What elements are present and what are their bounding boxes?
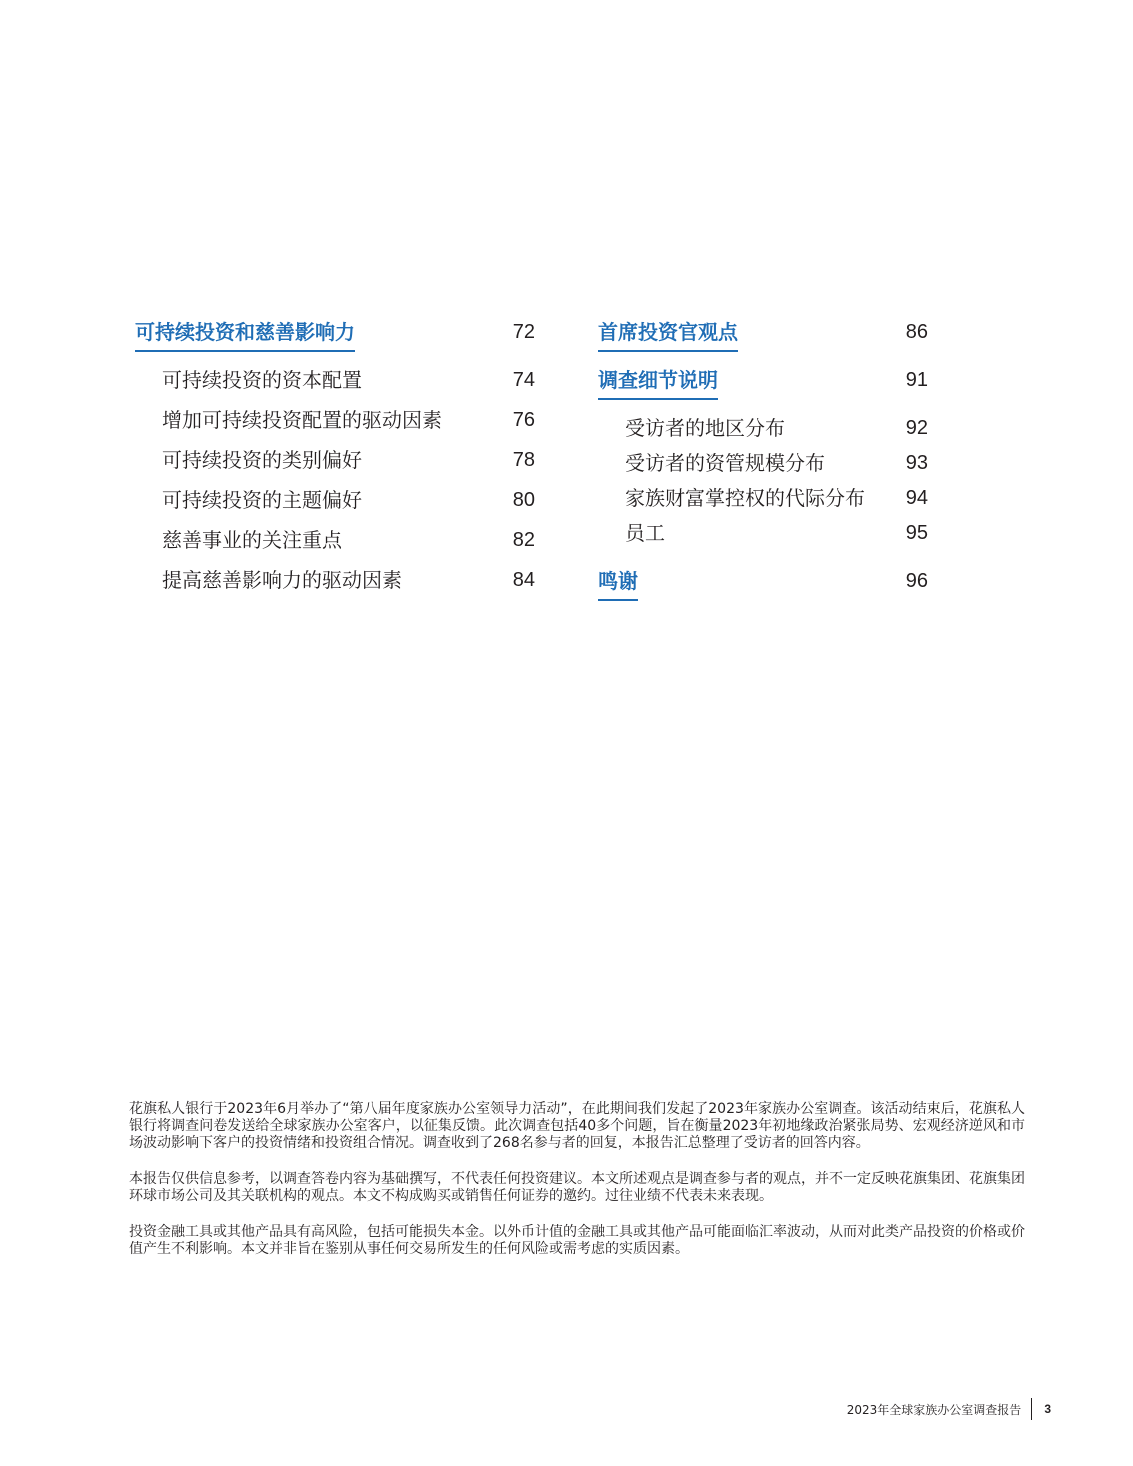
toc-item-allocation-drivers[interactable] bbox=[135, 406, 535, 446]
toc-item-label: 可持续投资的类别偏好 bbox=[162, 448, 362, 472]
footer-report-title: 2023年全球家族办公室调查报告 bbox=[846, 1402, 1022, 1417]
toc-item-aum-distribution[interactable] bbox=[598, 449, 928, 484]
toc-page-number: 94 bbox=[905, 487, 928, 509]
toc-page-number: 74 bbox=[512, 369, 535, 391]
disclaimer-paragraph-risk: 投资金融工具或其他产品具有高风险，包括可能损失本金。以外币计值的金融工具或其他产品可能面临汇率波动，从而对此类产品投资的价格或价值产生不利影响。本文并非旨在鉴别从事任何交易所发生的任何风险或需考虑的实质因素。 bbox=[129, 1224, 1025, 1257]
toc-item-label: 家族财富掌控权的代际分布 bbox=[625, 486, 865, 510]
toc-item-label: 慈善事业的关注重点 bbox=[162, 528, 342, 552]
toc-page-number: 92 bbox=[905, 417, 928, 439]
page-footer bbox=[847, 1398, 1051, 1420]
toc-item-label: 提高慈善影响力的驱动因素 bbox=[162, 568, 402, 592]
toc-page-number: 78 bbox=[512, 449, 535, 471]
toc-item-category-preferences[interactable] bbox=[135, 446, 535, 486]
toc-section-label: 调查细节说明 bbox=[598, 366, 718, 400]
toc-section-cio-perspective[interactable] bbox=[598, 318, 928, 366]
footer-page-number: 3 bbox=[1044, 1402, 1051, 1416]
toc-item-regional-distribution[interactable] bbox=[598, 414, 928, 449]
toc-page-number: 86 bbox=[905, 321, 928, 343]
toc-section-survey-details[interactable] bbox=[598, 366, 928, 414]
toc-item-employees[interactable] bbox=[598, 519, 928, 567]
toc-item-label: 可持续投资的资本配置 bbox=[162, 368, 362, 392]
toc-right-column bbox=[598, 318, 928, 615]
toc-page-number: 91 bbox=[905, 369, 928, 391]
toc-section-sustainable-philanthropy[interactable] bbox=[135, 318, 535, 366]
toc-page-number: 76 bbox=[512, 409, 535, 431]
toc-item-label: 增加可持续投资配置的驱动因素 bbox=[162, 408, 442, 432]
toc-item-label: 受访者的地区分布 bbox=[625, 416, 785, 440]
toc-section-label: 可持续投资和慈善影响力 bbox=[135, 318, 355, 352]
toc-item-label: 可持续投资的主题偏好 bbox=[162, 488, 362, 512]
toc-section-label: 首席投资官观点 bbox=[598, 318, 738, 352]
toc-item-theme-preferences[interactable] bbox=[135, 486, 535, 526]
disclaimer-block bbox=[129, 1101, 1025, 1277]
toc-page-number: 80 bbox=[512, 489, 535, 511]
disclaimer-paragraph-survey: 花旗私人银行于2023年6月举办了“第八届年度家族办公室领导力活动”，在此期间我们发起了2023年家族办公室调查。该活动结束后，花旗私人银行将调查问卷发送给全球家族办公室客户，以征集反馈。此次调查包括40多个问题，旨在衡量2023年初地缘政治紧张局势、宏观经济逆风和市场波动影响下客户的投资情绪和投资组合情况。调查收到了268名参与者的回复，本报告汇总整理了受访者的回答内容。 bbox=[129, 1101, 1025, 1151]
toc-page-number: 84 bbox=[512, 569, 535, 591]
toc-item-label: 员工 bbox=[625, 521, 665, 545]
toc-item-generational-control[interactable] bbox=[598, 484, 928, 519]
disclaimer-paragraph-information: 本报告仅供信息参考，以调查答卷内容为基础撰写，不代表任何投资建议。本文所述观点是调查参与者的观点，并不一定反映花旗集团、花旗集团环球市场公司及其关联机构的观点。本文不构成购买或销售任何证券的邀约。过往业绩不代表未来表现。 bbox=[129, 1171, 1025, 1204]
toc-section-label: 鸣谢 bbox=[598, 567, 638, 601]
toc-page-number: 95 bbox=[905, 522, 928, 544]
toc-section-acknowledgements[interactable] bbox=[598, 567, 928, 615]
toc-left-column bbox=[135, 318, 535, 606]
toc-item-philanthropy-focus[interactable] bbox=[135, 526, 535, 566]
toc-page-number: 96 bbox=[905, 570, 928, 592]
toc-page-number: 93 bbox=[905, 452, 928, 474]
toc-page-number: 82 bbox=[512, 529, 535, 551]
toc-page-number: 72 bbox=[512, 321, 535, 343]
toc-item-label: 受访者的资管规模分布 bbox=[625, 451, 825, 475]
toc-item-philanthropy-drivers[interactable] bbox=[135, 566, 535, 606]
toc-item-capital-allocation[interactable] bbox=[135, 366, 535, 406]
